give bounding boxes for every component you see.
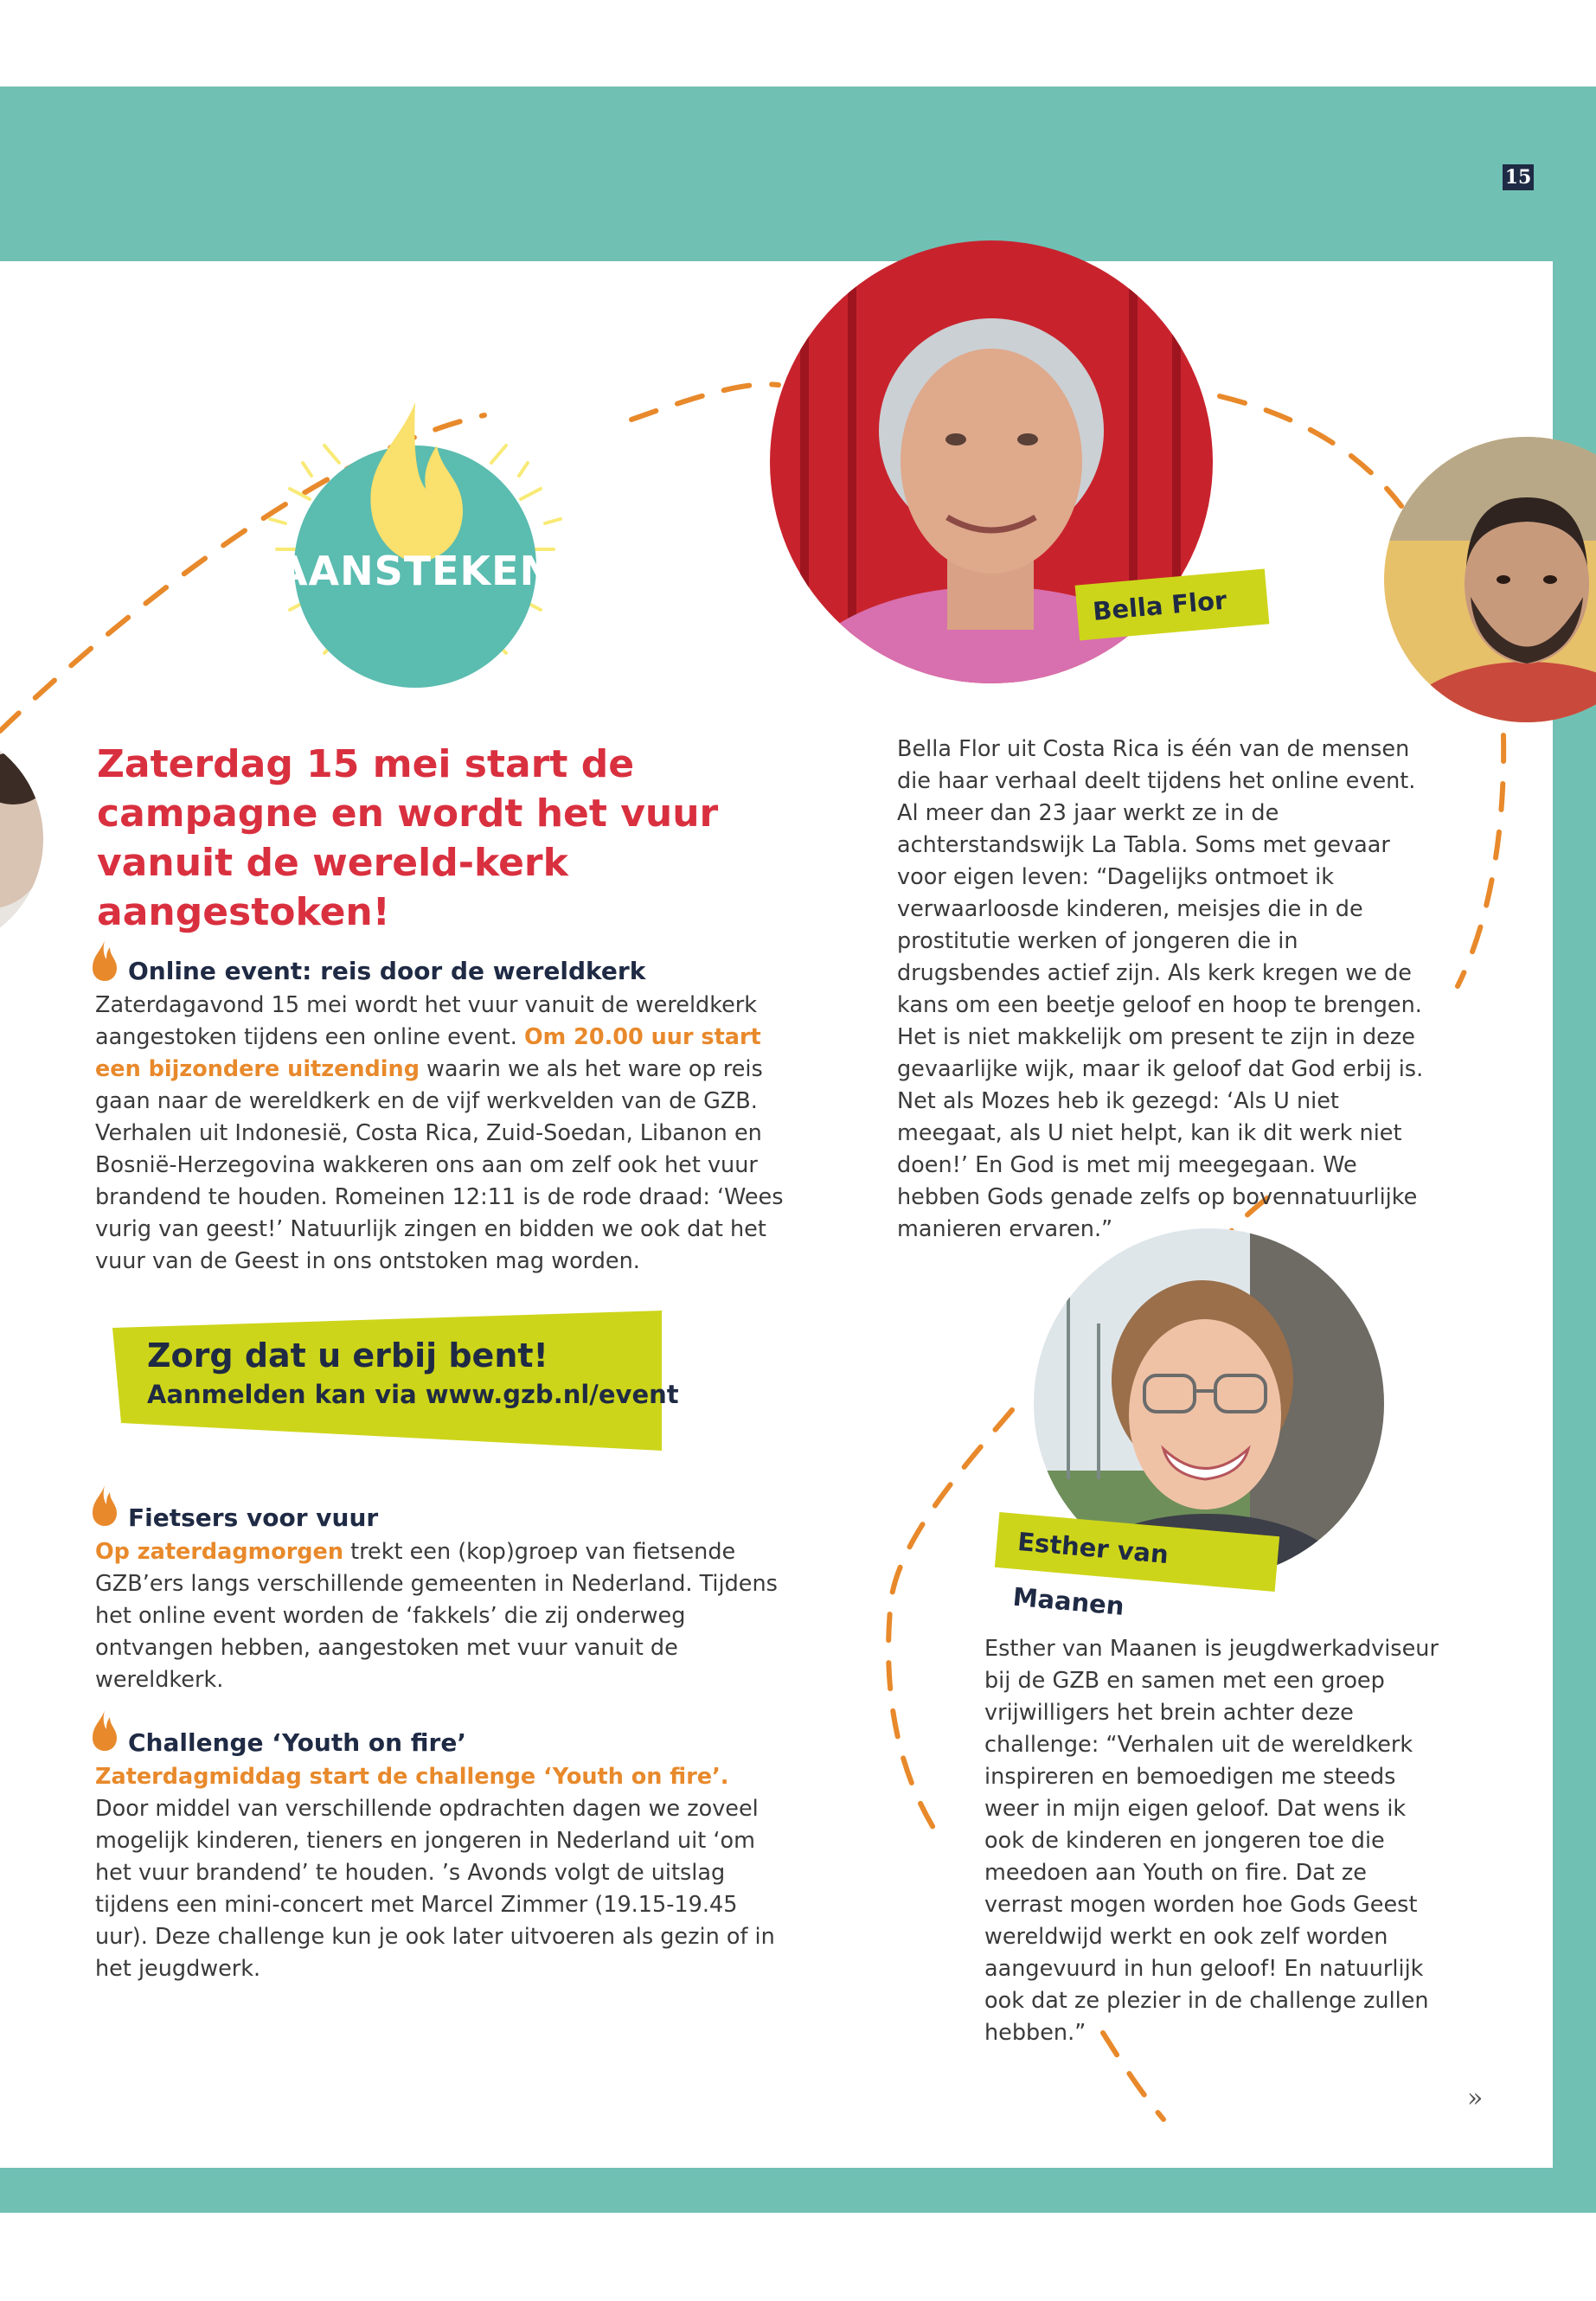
- challenge-highlight: Zaterdagmiddag start de challenge ‘Youth on fire’.: [95, 1764, 729, 1790]
- online-event-title: Online event: reis door de wereldkerk: [128, 957, 646, 985]
- aansteken-logo: [260, 394, 571, 705]
- esther-name: Esther van Maanen: [1011, 1526, 1170, 1621]
- bella-flor-name: Bella Flor: [1091, 585, 1228, 626]
- flame-icon: [91, 1708, 119, 1752]
- fietsers-text: trekt een (kop)groep van fietsende GZB’ers langs verschillende gemeenten in Nederland. Tijdens het online event worden de ‘fakkels’ die zij onderweg ontvangen hebben, aangestoken met vuur vanuit de wereldkerk.: [95, 1539, 778, 1693]
- online-event-text-2: waarin we als het ware op reis gaan naar de wereldkerk en de vijf werkvelden van de GZB. Verhalen uit Indonesië, Costa Rica, Zuid-Soedan, Libanon en Bosnië-Herzegovina wakkeren ons aan om zelf ook het vuur brandend te houden. Romeinen 12:11 is de rode draad: ‘Wees vurig van geest!’ Natuurlijk zingen en bidden we ook dat het vuur van de Geest in ons ontstoken mag worden.: [95, 1056, 784, 1274]
- fietsers-title: Fietsers voor vuur: [128, 1503, 379, 1532]
- register-callout: [112, 1311, 679, 1451]
- flame-icon: [91, 1484, 119, 1527]
- fietsers-body: [95, 1536, 787, 1696]
- bella-flor-quote: Bella Flor uit Costa Rica is één van de mensen die haar verhaal deelt tijdens het online event. Al meer dan 23 jaar werkt ze in de achterstandswijk La Tabla. Soms met gevaar voor eigen leven: “Dagelijks ontmoet ik verwaarloosde kinderen, meisjes die in de prostitutie werken of jongeren die in drugsbendes actief zijn. Als kerk kregen we de kans om een beetje geloof en hoop te brengen. Het is niet makkelijk om present te zijn in deze gevaarlijke wijk, maar ik geloof dat God erbij is. Net als Mozes heb ik gezegd: ‘Als U niet meegaat, als U niet helpt, kan ik dit werk niet doen!’ En God is met mij meegegaan. We hebben Gods genade zelfs op bovennatuurlijke manieren ervaren.”: [897, 736, 1424, 1242]
- continue-marker: »: [1467, 2083, 1484, 2113]
- online-event-text-1: Zaterdagavond 15 mei wordt het vuur vanuit de wereldkerk aangestoken tijdens een online event.: [95, 992, 758, 1050]
- fietsers-highlight: Op zaterdagmorgen: [95, 1539, 343, 1565]
- challenge-body: [95, 1761, 787, 1985]
- flame-icon: [91, 939, 119, 982]
- callout-title: Zorg dat u erbij bent!: [147, 1336, 548, 1375]
- esther-quote: Esther van Maanen is jeugdwerkadviseur bij de GZB en samen met een groep vrijwilligers het brein achter deze challenge: “Verhalen uit de wereldkerk inspireren en bemoedigen me steeds weer in mijn eigen geloof. Dat wens ik ook de kinderen en jongeren toe die meedoen aan Youth on fire. Dat ze verrast mogen worden hoe Gods Geest wereldwijd werkt en ook zelf worden aangevuurd in hun geloof! En natuurlijk ook dat ze plezier in de challenge zullen hebben.”: [984, 1636, 1439, 2046]
- callout-register-link[interactable]: Aanmelden kan via www.gzb.nl/event: [147, 1380, 679, 1409]
- online-event-body: [95, 990, 787, 1278]
- online-event-highlight: Om 20.00 uur start een bijzondere uitzending: [95, 1024, 761, 1082]
- logo-text: AANSTEKEN: [276, 548, 554, 594]
- challenge-text: Door middel van verschillende opdrachten dagen we zoveel mogelijk kinderen, tieners en jongeren in Nederland uit ‘om het vuur brandend’ te houden. ’s Avonds volgt de uitslag tijdens een mini-concert met Marcel Zimmer (19.15-19.45 uur). Deze challenge kun je ook later uitvoeren als gezin of in het jeugdwerk.: [95, 1796, 775, 1982]
- headline: Zaterdag 15 mei start de campagne en wordt het vuur vanuit de wereld-kerk aangestoken!: [97, 742, 719, 934]
- page-number: 15: [1503, 164, 1534, 190]
- challenge-title: Challenge ‘Youth on fire’: [128, 1728, 466, 1757]
